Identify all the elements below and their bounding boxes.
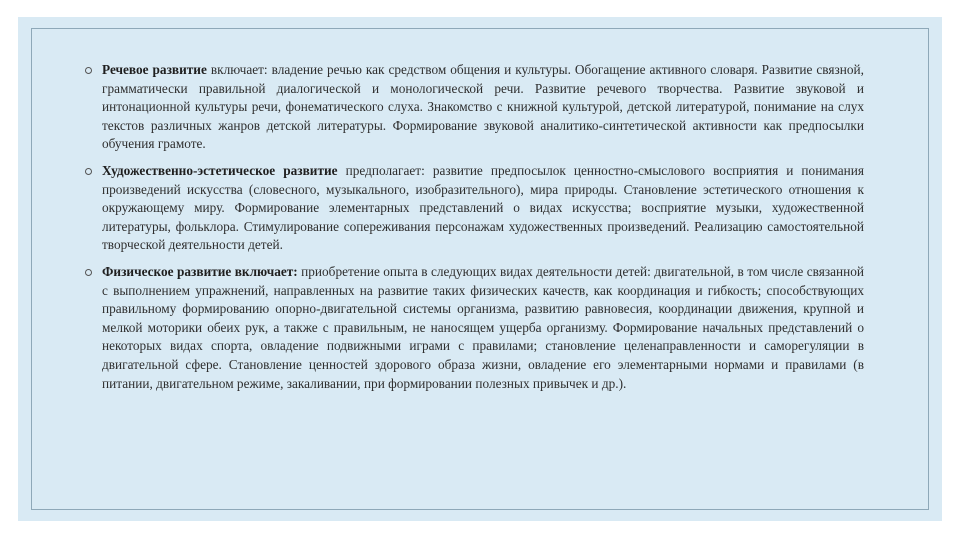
item-text: предполагает: развитие предпосылок ценностно-смыслового восприятия и понимания произведений искусства (словесного, музыкального, изобразительного), мира природы. Становление эстетического отношения к окружающему миру. Формирование элементарных представлений о видах искусства; восприятие музыки, художественной литературы, фольклора. Стимулирование сопереживания персонажам художественных произведений. Реализацию самостоятельной творческой деятельности детей. bbox=[102, 162, 865, 253]
bullet-circle-icon bbox=[85, 168, 92, 175]
bullet-circle-icon bbox=[85, 269, 92, 276]
slide-background bbox=[18, 17, 942, 521]
list-item-physical-development bbox=[102, 263, 864, 393]
slide-content bbox=[102, 61, 864, 401]
bullet-circle-icon bbox=[85, 67, 92, 74]
item-heading: Художественно-эстетическое развитие bbox=[102, 162, 338, 178]
slide-frame bbox=[31, 28, 929, 510]
item-text: приобретение опыта в следующих видах деятельности детей: двигательной, в том числе связанной с выполнением упражнений, направленных на развитие таких физических качеств, как координация и гибкость; способствующих правильному формированию опорно-двигательной системы организма, развитию равновесия, координации движения, крупной и мелкой моторики обеих рук, а также с правильным, не наносящем ущерба организму. Формирование начальных представлений о некоторых видах спорта, овладение подвижными играми с правилами; становление целенаправленности и саморегуляции в двигательной сфере. Становление ценностей здорового образа жизни, овладение его элементарными нормами и правилами (в питании, двигательном режиме, закаливании, при формировании полезных привычек и др.). bbox=[102, 263, 865, 391]
item-text: включает: владение речью как средством общения и культуры. Обогащение активного словаря. Развитие связной, грамматически правильной диалогической и монологической речи. Развитие речевого творчества. Развитие звуковой и интонационной культуры речи, фонематического слуха. Знакомство с книжной культурой, детской литературой, понимание на слух текстов различных жанров детской литературы. Формирование звуковой аналитико-синтетической активности как предпосылки обучения грамоте. bbox=[102, 62, 864, 152]
list-item-artistic-development bbox=[102, 162, 864, 255]
list-item-speech-development bbox=[102, 61, 864, 154]
item-heading: Речевое развитие bbox=[102, 62, 207, 77]
item-heading: Физическое развитие включает: bbox=[102, 263, 298, 279]
